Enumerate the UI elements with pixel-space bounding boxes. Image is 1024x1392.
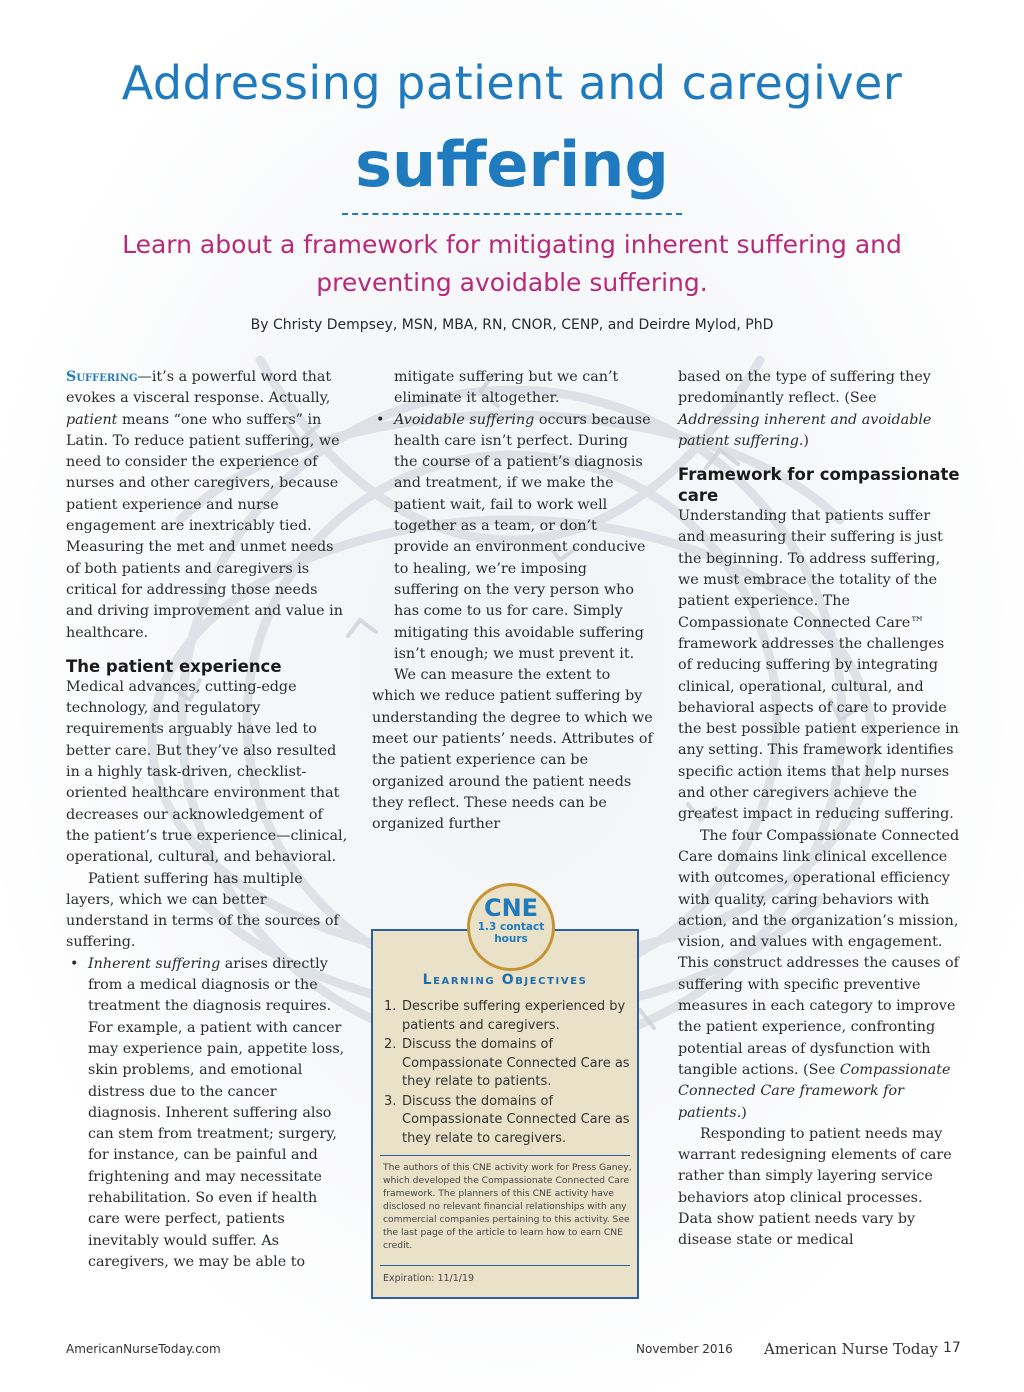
footer-website[interactable]: AmericanNurseToday.com <box>66 1342 221 1356</box>
footer-magazine: American Nurse Today <box>764 1340 938 1358</box>
cne-expiration: Expiration: 11/1/19 <box>383 1273 475 1284</box>
objective-item: 2. Discuss the domains of Compassionate Connected Care as they relate to patients. <box>384 1037 630 1089</box>
cne-contact-label: 1.3 contact <box>477 921 545 933</box>
paragraph: Medical advances, cutting-edge technology, and regulatory requirements arguably have led to better care. But they’ve also resulted in a highly task-driven, checklist-oriented healthcare environment that decreases our acknowledgement of the patient’s true experience—clinical, operational, cultural, and behavioral. <box>66 678 348 866</box>
title-dashed-rule <box>342 213 682 215</box>
cne-hours-label: hours <box>494 933 528 945</box>
page-number: 17 <box>943 1340 961 1356</box>
cne-disclosure: The authors of this CNE activity work for Press Ganey, which developed the Compassionate Connected Care framework. The planners of this CNE activity have disclosed no relevant financial relationships with any commercial companies pertaining to this activity. See the last page of the article to learn how to earn CNE credit. <box>383 1162 632 1251</box>
learning-objectives-list <box>384 998 634 1149</box>
list-item-continued: mitigate suffering but we can’t eliminate it altogether. <box>394 369 619 407</box>
footer-date: November 2016 <box>636 1342 733 1356</box>
divider <box>380 1155 630 1156</box>
objective-item: 1. Describe suffering experienced by patients and caregivers. <box>384 999 626 1033</box>
lead-word: Suffering <box>66 369 138 385</box>
column-3 <box>678 367 960 1252</box>
column-1 <box>66 367 348 1273</box>
bullet-list <box>372 367 654 665</box>
paragraph: based on the type of suffering they predominantly reflect. (See Addressing inherent and avoidable patient suffering.) <box>678 369 932 449</box>
paragraph: The four Compassionate Connected Care domains link clinical excellence with outcomes, operational efficiency with quality, caring behaviors with action, and the organization’s mission, vision, and values with engagement. This construct addresses the causes of suffering with specific preventive measures in each category to improve the patient experience, confronting potential areas of dysfunction with tangible actions. (See Compassionate Connected Care framework for patients.) <box>678 827 960 1121</box>
learning-objectives-title: Learning Objectives <box>422 972 588 988</box>
cne-badge-label: CNE <box>483 894 539 922</box>
title-line-2: suffering <box>355 128 669 201</box>
column-2 <box>372 367 654 836</box>
list-item: • Avoidable suffering occurs because health care isn’t perfect. During the course of a patient’s diagnosis and treatment, if we make the patient wait, fail to work well together as a team, or don’t provide an environment conducive to healing, we’re imposing suffering on the very person who has come to us for care. Simply mitigating this avoidable suffering isn’t enough; we must prevent it. <box>376 411 651 662</box>
list-item: • Inherent suffering arises directly from a medical diagnosis or the treatment the diagnosis requires. For example, a patient with cancer may experience pain, appetite loss, skin problems, and emotional distress due to the cancer diagnosis. Inherent suffering also can stem from treatment; surgery, for instance, can be painful and frightening and may necessitate rehabilitation. So even if health care were perfect, patients inevitably would suffer. As caregivers, we may be able to <box>70 955 345 1270</box>
byline: By Christy Dempsey, MSN, MBA, RN, CNOR, CENP, and Deirdre Mylod, PhD <box>250 317 774 333</box>
objective-item: 3. Discuss the domains of Compassionate Connected Care as they relate to caregivers. <box>384 1093 630 1146</box>
section-heading-patient-experience: The patient experience <box>66 656 282 676</box>
paragraph: We can measure the extent to which we reduce patient suffering by understanding the degree to which we meet our patients’ needs. Attributes of the patient experience can be organized around the patient needs they reflect. These needs can be organized further <box>372 667 653 833</box>
subtitle: Learn about a framework for mitigating inherent suffering and preventing avoidable suffering. <box>122 230 902 297</box>
bullet-list <box>66 954 348 1273</box>
paragraph: Responding to patient needs may warrant redesigning elements of care rather than simply layering service behaviors atop clinical processes. Data show patient needs vary by disease state or medical <box>678 1125 952 1249</box>
paragraph: Understanding that patients suffer and measuring their suffering is just the beginning. To address suffering, we must embrace the totality of the patient experience. The Compassionate Connected Care™ framework addresses the challenges of reducing suffering by integrating clinical, operational, cultural, and behavioral aspects of care to provide the best possible patient experience in any setting. This framework identifies specific action items that help nurses and other caregivers achieve the greatest impact in reducing suffering. <box>678 508 959 823</box>
cne-badge <box>467 883 555 971</box>
bullet-icon: • <box>376 411 385 428</box>
intro-paragraph: Suffering—it’s a powerful word that evokes a visceral response. Actually, patient means “one who suffers” in Latin. To reduce patient suffering, we need to consider the experience of nurses and other caregivers, because patient experience and nurse engagement are inextricably tied. Measuring the met and unmet needs of both patients and caregivers is critical for addressing those needs and driving improvement and value in healthcare. <box>66 369 343 641</box>
divider <box>380 1265 630 1266</box>
paragraph: Patient suffering has multiple layers, which we can better understand in terms of the sources of suffering. <box>66 870 339 951</box>
title-line-1: Addressing patient and caregiver <box>121 56 903 110</box>
section-heading-framework: Framework for compassionate care <box>678 465 960 506</box>
bullet-icon: • <box>70 955 79 972</box>
